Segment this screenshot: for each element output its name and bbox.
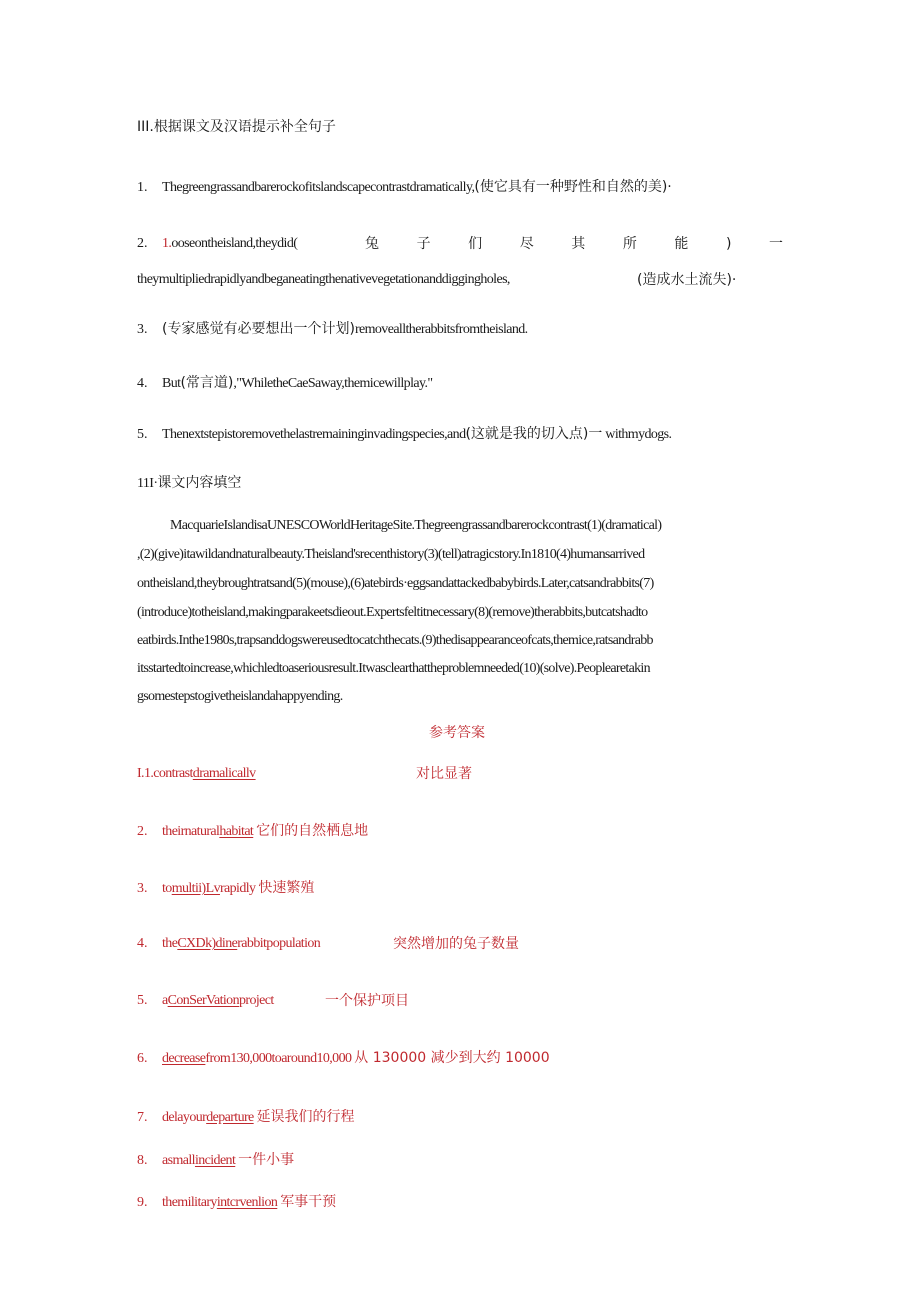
- fill-section-title: 11I·课文内容填空: [137, 475, 242, 491]
- sentence-2-chinese-hint: 兔 子 们 尽 其 所 能 ) 一: [365, 236, 783, 252]
- sentence-number: 1.: [137, 180, 148, 195]
- answer-key-title: 参考答案: [429, 725, 485, 741]
- paragraph-line: eatbirds.Inthe1980s,trapsanddogswereusedtocatchthecats.(9)thedisappearanceofcats,themice,ratsandrabb: [137, 633, 653, 648]
- answer-item: 5. aConSerVationproject: [137, 993, 274, 1008]
- paragraph-line: (introduce)totheisland,makingparakeetsdieout.Expertsfeltitnecessary(8)(remove)therabbits,butcatshadto: [137, 605, 648, 620]
- section-3-title: III.根据课文及汉语提示补全句子: [137, 119, 336, 135]
- sentence-5: 5. Thenextstepistoremovethelastremaininginvadingspecies,and(这就是我的切入点)一 withmydogs.: [137, 426, 672, 442]
- sentence-number: 3.: [137, 322, 148, 337]
- sentence-number: 5.: [137, 427, 148, 442]
- sentence-4: 4. But(常言道),"WhiletheCaeSaway,themicewillplay.": [137, 375, 433, 391]
- sentence-2: 2. 1.ooseontheisland,theydid( 兔 子 们 尽 其 所 能 ) 一: [137, 236, 783, 252]
- red-mark: 1.: [162, 236, 172, 251]
- sentence-number: 4.: [137, 376, 148, 391]
- answer-item: 9. themilitaryintcrvenlion 军事干预: [137, 1194, 337, 1210]
- sentence-2-line-2: theymultipliedrapidlyandbeganeatingthenativevegetationanddiggingholes,: [137, 272, 510, 287]
- answer-item: 2. theirnaturalhabitat 它们的自然栖息地: [137, 823, 369, 839]
- answer-translation: 对比显著: [416, 766, 472, 782]
- answer-translation: 突然增加的兔子数量: [393, 936, 519, 952]
- sentence-number: 2.: [137, 236, 148, 251]
- sentence-2-hint: (造成水土流失)·: [637, 272, 737, 288]
- paragraph-line: MacquarieIslandisaUNESCOWorldHeritageSite.Thegreengrassandbarerockcontrast(1)(dramatical): [170, 518, 662, 533]
- paragraph-line: ontheisland,theybroughtratsand(5)(mouse),(6)atebirds·eggsandattackedbabybirds.Later,catsandrabbits(7): [137, 576, 654, 591]
- sentence-1: 1. Thegreengrassandbarerockofitslandscapecontrastdramatically,(使它具有一种野性和自然的美)·: [137, 179, 672, 195]
- sentence-3: 3. (专家感觉有必要想出一个计划)removealltherabbitsfromtheisland.: [137, 321, 528, 337]
- answer-translation: 一个保护项目: [325, 993, 409, 1009]
- answer-item: 3. tomultii)Lvrapidly 快速繁殖: [137, 880, 315, 896]
- answer-item: 8. asmallincident 一件小事: [137, 1152, 295, 1168]
- paragraph-line: itsstartedtoincrease,whichledtoaseriousresult.Itwasclearthattheproblemneeded(10)(solve).Peoplearetakin: [137, 661, 650, 676]
- paragraph-line: gsomestepstogivetheislandahappyending.: [137, 689, 343, 704]
- answer-item: I.1.contrastdramalicallv: [137, 766, 256, 781]
- answer-item: 6. decreasefrom130,000toaround10,000 从 130000 减少到大约 10000: [137, 1050, 550, 1066]
- paragraph-line: ,(2)(give)itawildandnaturalbeauty.Theisland'srecenthistory(3)(tell)atragicstory.In1810(4)humansarrived: [137, 547, 645, 562]
- answer-item: 4. theCXDk)dinerabbitpopulation: [137, 936, 321, 951]
- answer-item: 7. delayourdeparture 延误我们的行程: [137, 1109, 355, 1125]
